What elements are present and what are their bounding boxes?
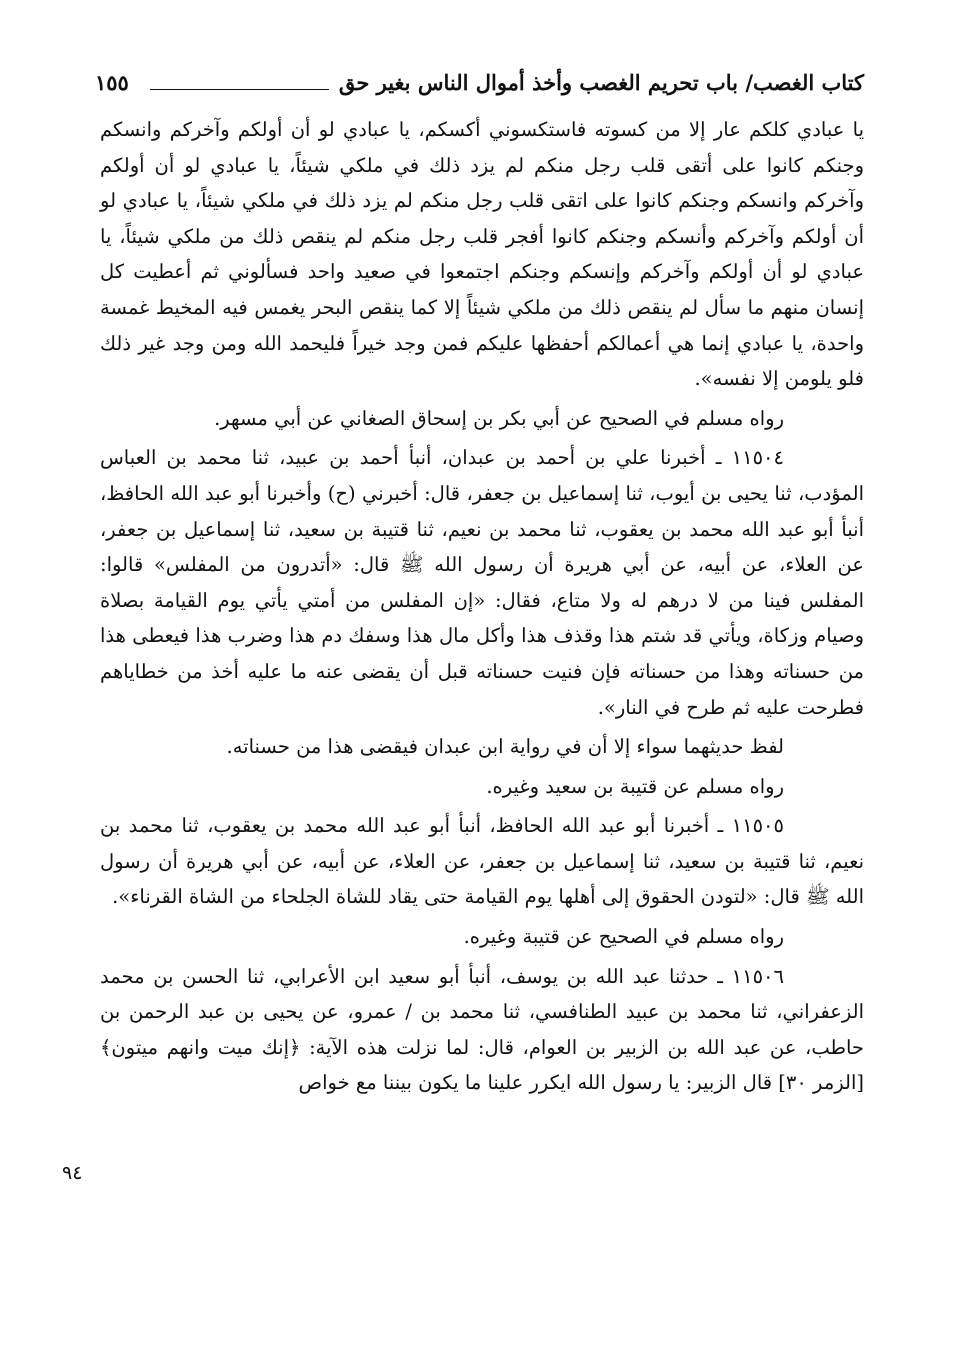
paragraph-narration-note: رواه مسلم في الصحيح عن قتيبة وغيره. [463, 925, 784, 949]
header-rule [150, 89, 329, 90]
paragraph-narration-note: رواه مسلم في الصحيح عن أبي بكر بن إسحاق الصغاني عن أبي مسهر. [214, 406, 784, 430]
header-title: كتاب الغصب/ باب تحريم الغصب وأخذ أموال الناس بغير حق [338, 70, 864, 95]
body-text [100, 112, 864, 1105]
running-header [95, 70, 864, 104]
page-number: ١٥٥ [95, 70, 129, 95]
margin-reference: ٩٤ [62, 1162, 83, 1184]
paragraph-wording-note: لفظ حديثهما سواء إلا أن في رواية ابن عبدان فيقضى هذا من حسناته. [226, 735, 784, 759]
paragraph-hadith-11504: ١١٥٠٤ ـ أخبرنا علي بن أحمد بن عبدان، أنبأ أحمد بن عبيد، ثنا محمد بن العباس المؤدب، ثنا يحيى بن أيوب، ثنا إسماعيل بن جعفر، قال: أخبرني (ح) وأخبرنا أبو عبد الله الحافظ، أنبأ أبو عبد الله محمد بن يعقوب، ثنا محمد بن نعيم، ثنا قتيبة بن سعيد، ثنا إسماعيل بن جعفر، عن العلاء، عن أبيه، عن أبي هريرة أن رسول الله ﷺ قال: «أتدرون من المفلس» قالوا: المفلس فينا من لا درهم له ولا متاع، فقال: «إن المفلس من أمتي يأتي يوم القيامة بصلاة وصيام وزكاة، ويأتي قد شتم هذا وقذف هذا وأكل مال هذا وسفك دم هذا وضرب هذا فيعطى هذا من حسناته وهذا من حسناته فإن فنيت حسناته قبل أن يقضى عنه ما عليه أخذ من خطاياهم فطرحت عليه ثم طرح في النار». [100, 446, 864, 719]
paragraph-narration-note: رواه مسلم عن قتيبة بن سعيد وغيره. [486, 774, 784, 798]
paragraph-hadith-11505: ١١٥٠٥ ـ أخبرنا أبو عبد الله الحافظ، أنبأ أبو عبد الله محمد بن يعقوب، ثنا محمد بن نعيم، ثنا قتيبة بن سعيد، ثنا إسماعيل بن جعفر، عن العلاء، عن أبيه، عن أبي هريرة أن رسول الله ﷺ قال: «لتودن الحقوق إلى أهلها يوم القيامة حتى يقاد للشاة الجلحاء من الشاة القرناء». [100, 814, 864, 909]
paragraph-hadith-11506: ١١٥٠٦ ـ حدثنا عبد الله بن يوسف، أنبأ أبو سعيد ابن الأعرابي، ثنا الحسن بن محمد الزعفراني، ثنا محمد بن عبيد الطنافسي، ثنا محمد بن / عمرو، عن يحيى بن عبد الرحمن بن حاطب، عن عبد الله بن الزبير بن العوام، قال: لما نزلت هذه الآية: ﴿إنك ميت وانهم ميتون﴾ [الزمر ٣٠] قال الزبير: يا رسول الله ايكرر علينا ما يكون بيننا مع خواص [100, 964, 864, 1095]
paragraph-hadith-continuation: يا عبادي كلكم عار إلا من كسوته فاستكسوني أكسكم، يا عبادي لو أن أولكم وآخركم وانسكم وجنكم كانوا على أتقى قلب رجل منكم لم يزد ذلك في ملكي شيئاً، يا عبادي لو أن أولكم وآخركم وانسكم وجنكم كانوا على اتقى قلب رجل منكم لم يزد ذلك في ملكي شيئاً، يا عبادي لو أن أولكم وآخركم وأنسكم وجنكم كانوا أفجر قلب رجل منكم لم ينقص ذلك من ملكي شيئاً، يا عبادي لو أن أولكم وآخركم وإنسكم وجنكم اجتمعوا في صعيد واحد فسألوني ثم أعطيت كل إنسان منهم ما سأل لم ينقص ذلك من ملكي شيئاً إلا كما ينقص البحر يغمس فيه المخيط غمسة واحدة، يا عبادي إنما هي أعمالكم أحفظها عليكم فمن وجد خيراً فليحمد الله ومن وجد غير ذلك فلو يلومن إلا نفسه». [100, 118, 864, 391]
